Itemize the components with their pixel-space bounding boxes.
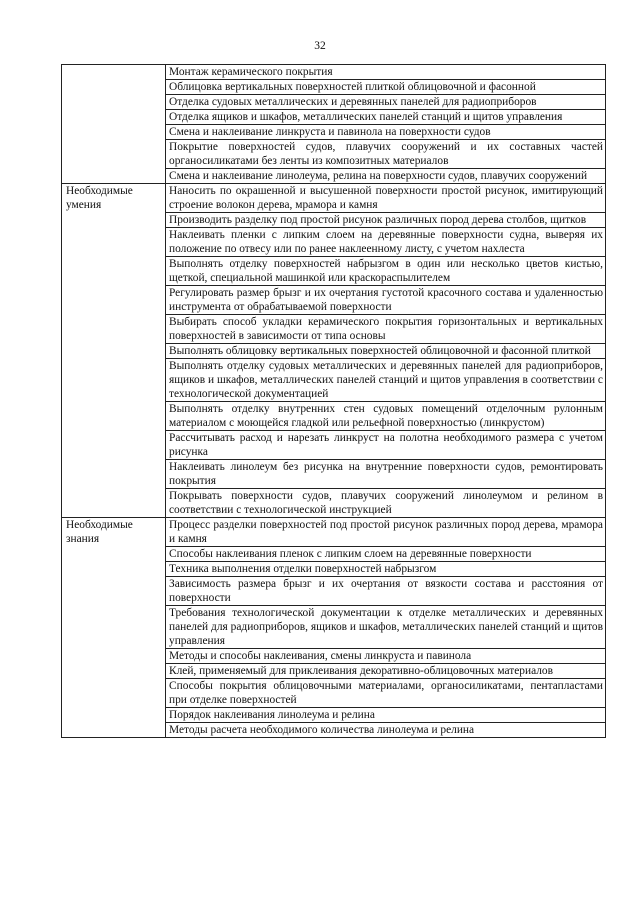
requirement-item: Покрытие поверхностей судов, плавучих сооружений и их составных частей органосиликатами без ленты из композитных материалов [166,140,606,169]
requirement-item: Способы покрытия облицовочными материалами, органосиликатами, пентапластами при отделке поверхностей [166,679,606,708]
requirement-item: Методы расчета необходимого количества линолеума и релина [166,723,606,738]
requirement-item: Монтаж керамического покрытия [166,65,606,80]
requirement-item: Наносить по окрашенной и высушенной поверхности простой рисунок, имитирующий строение волокон дерева, мрамора и камня [166,184,606,213]
requirement-item: Выполнять отделку внутренних стен судовых помещений отделочным рулонным материалом с моющейся гладкой или рельефной поверхностью (линкрустом) [166,402,606,431]
table-body [62,65,606,738]
requirement-item: Выполнять облицовку вертикальных поверхностей облицовочной и фасонной плиткой [166,344,606,359]
requirement-item: Процесс разделки поверхностей под простой рисунок различных пород дерева, мрамора и камня [166,518,606,547]
table-row [62,184,606,213]
requirement-item: Выбирать способ укладки керамического покрытия горизонтальных и вертикальных поверхностей в зависимости от типа основы [166,315,606,344]
requirement-item: Зависимость размера брызг и их очертания от вязкости состава и расстояния от поверхности [166,577,606,606]
requirement-item: Регулировать размер брызг и их очертания густотой красочного состава и удаленностью инструмента от обрабатываемой поверхности [166,286,606,315]
requirement-item: Покрывать поверхности судов, плавучих сооружений линолеумом и релином в соответствии с технологической инструкцией [166,489,606,518]
requirement-item: Выполнять отделку судовых металлических и деревянных панелей для радиоприборов, ящиков и шкафов, металлических панелей станций и щитов управления в соответствии с технологической документацией [166,359,606,402]
page-number: 32 [314,40,326,52]
requirement-item: Клей, применяемый для приклеивания декоративно-облицовочных материалов [166,664,606,679]
requirement-item: Способы наклеивания пленок с липким слоем на деревянные поверхности [166,547,606,562]
requirement-item: Требования технологической документации к отделке металлических и деревянных панелей для радиоприборов, ящиков и шкафов, металлических панелей станций и щитов управления [166,606,606,649]
table-row [62,518,606,547]
requirement-item: Техника выполнения отделки поверхностей набрызгом [166,562,606,577]
section-label [62,65,166,184]
requirement-item: Методы и способы наклеивания, смены линкруста и павинола [166,649,606,664]
section-label: Необходимые умения [62,184,166,518]
requirement-item: Порядок наклеивания линолеума и релина [166,708,606,723]
requirement-item: Наклеивать линолеум без рисунка на внутренние поверхности судов, ремонтировать покрытия [166,460,606,489]
requirement-item: Отделка судовых металлических и деревянных панелей для радиоприборов [166,95,606,110]
requirement-item: Производить разделку под простой рисунок различных пород дерева столбов, щитков [166,213,606,228]
requirement-item: Отделка ящиков и шкафов, металлических панелей станций и щитов управления [166,110,606,125]
competency-table [61,64,606,738]
table-row [62,65,606,80]
section-label: Необходимые знания [62,518,166,738]
requirement-item: Смена и наклеивание линолеума, релина на поверхности судов, плавучих сооружений [166,169,606,184]
requirement-item: Наклеивать пленки с липким слоем на деревянные поверхности судна, выверяя их положение по отвесу или по ранее наклеенному листу, с учетом нахлеста [166,228,606,257]
requirement-item: Рассчитывать расход и нарезать линкруст на полотна необходимого размера с учетом рисунка [166,431,606,460]
requirement-item: Облицовка вертикальных поверхностей плиткой облицовочной и фасонной [166,80,606,95]
requirement-item: Выполнять отделку поверхностей набрызгом в один или несколько цветов кистью, щеткой, специальной машинкой или краскораспылителем [166,257,606,286]
requirement-item: Смена и наклеивание линкруста и павинола на поверхности судов [166,125,606,140]
